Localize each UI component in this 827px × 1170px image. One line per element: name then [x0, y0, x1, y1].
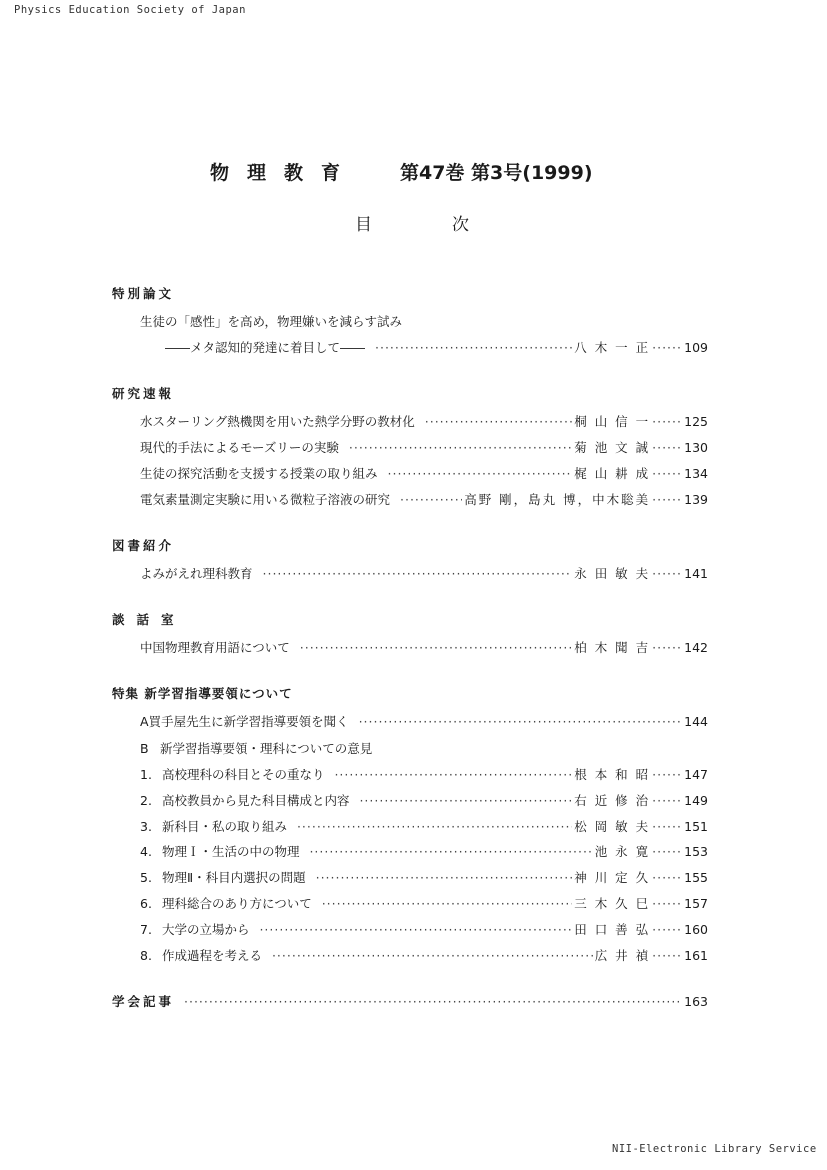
- leader-dots: [309, 844, 592, 860]
- item-number: 7.: [140, 922, 152, 937]
- leader-dots: [184, 994, 682, 1010]
- article-author: 梶 山 耕 成: [574, 466, 651, 481]
- article-title: 中国物理教育用語について: [140, 640, 290, 655]
- article-title[interactable]: 生徒の「感性」を高め，物理嫌いを減らす試み: [140, 314, 403, 329]
- section-heading: 談話室: [112, 612, 186, 627]
- article-title: よみがえれ理科教育: [140, 566, 253, 581]
- toc-entry[interactable]: [140, 870, 708, 886]
- leader-dots: [652, 640, 682, 656]
- item-number: 4.: [140, 844, 152, 859]
- article-author: 田 口 善 弘: [574, 922, 651, 937]
- leader-dots: [263, 566, 573, 582]
- toc-entry[interactable]: [140, 466, 708, 482]
- toc-entry[interactable]: [112, 994, 708, 1010]
- leader-dots: [359, 714, 683, 730]
- item-number: 5.: [140, 870, 152, 885]
- leader-dots: [334, 767, 572, 783]
- toc-entry[interactable]: [140, 414, 708, 430]
- article-author: 右 近 修 治: [574, 793, 651, 808]
- item-number: 3.: [140, 819, 152, 834]
- article-title: 新科目・私の取り組み: [161, 819, 287, 834]
- page-number: 144: [684, 714, 708, 729]
- article-author: 広 井 禎: [594, 948, 651, 963]
- volume-issue: 第47巻 第3号(1999): [400, 162, 593, 184]
- journal-title-row: [0, 158, 827, 188]
- leader-dots: [400, 492, 462, 508]
- toc-entry[interactable]: [140, 922, 708, 938]
- leader-dots: [652, 896, 682, 912]
- leader-dots: [652, 340, 682, 356]
- leader-dots: [652, 566, 682, 582]
- toc-heading-left: 目: [355, 215, 372, 235]
- page-number: 139: [684, 492, 708, 507]
- leader-dots: [652, 870, 682, 886]
- page-number: 142: [684, 640, 708, 655]
- leader-dots: [652, 492, 682, 508]
- section-heading: 特別論文: [112, 286, 175, 301]
- article-author: 高野 剛，島丸 博，中木聡美: [464, 492, 651, 507]
- toc-entry[interactable]: [140, 793, 708, 809]
- journal-name: 物理教育: [210, 162, 359, 184]
- leader-dots: [652, 922, 682, 938]
- toc-entry[interactable]: [140, 767, 708, 783]
- leader-dots: [652, 414, 682, 430]
- toc-entry[interactable]: [140, 844, 708, 860]
- toc-entry[interactable]: [165, 340, 708, 356]
- toc-entry[interactable]: [140, 566, 708, 582]
- item-label: A: [140, 714, 149, 729]
- article-title: 物理Ⅱ・科目内選択の問題: [161, 870, 306, 885]
- leader-dots: [300, 640, 572, 656]
- page-number: 130: [684, 440, 708, 455]
- page-number: 149: [684, 793, 708, 808]
- library-footer: NII-Electronic Library Service: [612, 1143, 817, 1155]
- leader-dots: [322, 896, 573, 912]
- toc-entry[interactable]: [140, 640, 708, 656]
- article-title: 電気素量測定実験に用いる微粒子溶液の研究: [140, 492, 391, 507]
- leader-dots: [316, 870, 573, 886]
- toc-entry[interactable]: [140, 948, 708, 964]
- leader-dots: [349, 440, 572, 456]
- leader-dots: [375, 340, 572, 356]
- page-number: 151: [684, 819, 708, 834]
- leader-dots: [359, 793, 572, 809]
- article-author: 桐 山 信 一: [574, 414, 651, 429]
- page-number: 109: [684, 340, 708, 355]
- section-heading: 特集 新学習指導要領について: [112, 686, 293, 701]
- leader-dots: [652, 440, 682, 456]
- toc-heading: [0, 210, 827, 234]
- page-number: 161: [684, 948, 708, 963]
- article-author: 柏 木 聞 吉: [574, 640, 651, 655]
- article-title: 物理Ｉ・生活の中の物理: [161, 844, 300, 859]
- article-author: 永 田 敏 夫: [574, 566, 651, 581]
- toc-entry[interactable]: [140, 440, 708, 456]
- leader-dots: [652, 793, 682, 809]
- leader-dots: [652, 819, 682, 835]
- item-number: 1.: [140, 767, 152, 782]
- article-title: 理科総合のあり方について: [161, 896, 312, 911]
- article-author: 神 川 定 久: [574, 870, 651, 885]
- toc-entry[interactable]: [140, 819, 708, 835]
- section-heading: 図書紹介: [112, 538, 175, 553]
- page-number: 163: [684, 994, 708, 1009]
- leader-dots: [652, 844, 682, 860]
- subsection-heading: [140, 741, 708, 757]
- section-heading: 学会記事: [112, 994, 175, 1009]
- page-number: 125: [684, 414, 708, 429]
- article-author: 菊 池 文 誠: [574, 440, 651, 455]
- article-author: 八 木 一 正: [574, 340, 651, 355]
- section-heading: 研究速報: [112, 386, 175, 401]
- item-number: 8.: [140, 948, 152, 963]
- article-title: 生徒の探究活動を支援する授業の取り組み: [140, 466, 378, 481]
- society-header: Physics Education Society of Japan: [14, 4, 246, 16]
- page-number: 153: [684, 844, 708, 859]
- toc-entry[interactable]: [140, 714, 708, 730]
- article-title: 買手屋先生に新学習指導要領を聞く: [148, 714, 349, 729]
- article-author: 根 本 和 昭: [574, 767, 651, 782]
- article-title: 水スターリング熱機関を用いた熱学分野の教材化: [140, 414, 415, 429]
- toc-entry[interactable]: [140, 896, 708, 912]
- article-title: 現代的手法によるモーズリーの実験: [140, 440, 339, 455]
- page-number: 155: [684, 870, 708, 885]
- article-title: 高校理科の科目とその重なり: [161, 767, 325, 782]
- leader-dots: [272, 948, 593, 964]
- article-title: 作成過程を考える: [161, 948, 262, 963]
- leader-dots: [652, 767, 682, 783]
- item-label: B: [140, 741, 149, 756]
- leader-dots: [652, 948, 682, 964]
- leader-dots: [652, 466, 682, 482]
- toc-entry[interactable]: [140, 492, 708, 508]
- article-title: 大学の立場から: [161, 922, 250, 937]
- leader-dots: [425, 414, 572, 430]
- article-author: 松 岡 敏 夫: [574, 819, 651, 834]
- article-author: 三 木 久 巳: [574, 896, 651, 911]
- article-author: 池 永 寛: [594, 844, 651, 859]
- toc-heading-right: 次: [452, 215, 469, 235]
- page-number: 160: [684, 922, 708, 937]
- leader-dots: [297, 819, 572, 835]
- leader-dots: [388, 466, 573, 482]
- article-title: 高校教員から見た科目構成と内容: [161, 793, 350, 808]
- page-number: 134: [684, 466, 708, 481]
- page-number: 147: [684, 767, 708, 782]
- item-number: 2.: [140, 793, 152, 808]
- item-number: 6.: [140, 896, 152, 911]
- subsection-title: 新学習指導要領・理科についての意見: [160, 741, 373, 756]
- page-number: 157: [684, 896, 708, 911]
- page-number: 141: [684, 566, 708, 581]
- article-subtitle: ――メタ認知的発達に着目して――: [165, 340, 366, 355]
- leader-dots: [259, 922, 572, 938]
